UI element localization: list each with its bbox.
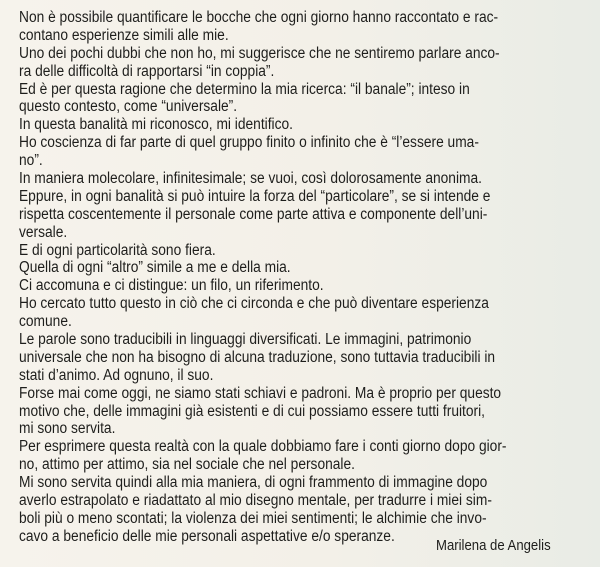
text-line: Le parole sono traducibili in linguaggi diversificati. Le immagini, patrimonio — [19, 331, 472, 349]
text-line: mi sono servita. — [19, 420, 116, 438]
text-line: cavo a beneficio delle mie personali aspettative e/o speranze. — [19, 527, 395, 545]
text-line: versale. — [19, 223, 68, 241]
text-line: Quella di ogni “altro” simile a me e della mia. — [19, 259, 291, 277]
text-line: Uno dei pochi dubbi che non ho, mi suggerisce che ne sentiremo parlare anco- — [19, 44, 500, 62]
author-signature: Marilena de Angelis — [436, 538, 551, 554]
text-line: Mi sono servita quindi alla mia maniera, di ogni frammento di immagine dopo — [19, 474, 488, 492]
text-line: contano esperienze simili alle mie. — [19, 26, 229, 44]
text-line: no”. — [19, 152, 43, 170]
text-line: Per esprimere questa realtà con la quale dobbiamo fare i conti giorno dopo gior- — [19, 438, 507, 456]
text-line: universale che non ha bisogno di alcuna traduzione, sono tuttavia traducibili in — [19, 348, 496, 366]
text-line: Eppure, in ogni banalità si può intuire la forza del “particolare”, se si intende e — [19, 187, 491, 205]
text-line: Ho coscienza di far parte di quel gruppo finito o infinito che è “l’essere uma- — [19, 134, 479, 152]
text-line: ra delle difficoltà di rapportarsi “in coppia”. — [19, 62, 275, 80]
text-line: motivo che, delle immagini già esistenti e di cui possiamo essere tutti fruitori, — [19, 402, 486, 420]
text-line: In questa banalità mi riconosco, mi identifico. — [19, 116, 293, 134]
text-line: averlo estrapolato e riadattato al mio disegno mentale, per tradurre i miei sim- — [19, 492, 492, 510]
text-line: questo contesto, come “universale”. — [19, 98, 238, 116]
body-text — [19, 9, 585, 546]
text-line: comune. — [19, 313, 72, 331]
text-line: Ci accomuna e ci distingue: un filo, un riferimento. — [19, 277, 324, 295]
text-line: stati d’animo. Ad ognuno, il suo. — [19, 366, 214, 384]
text-line: Non è possibile quantificare le bocche che ogni giorno hanno raccontato e rac- — [19, 9, 499, 26]
text-line: Ed è per questa ragione che determino la mia ricerca: “il banale”; inteso in — [19, 80, 470, 98]
text-line: rispetta coscentemente il personale come parte attiva e componente dell’uni- — [19, 205, 488, 223]
text-line: Forse mai come oggi, ne siamo stati schiavi e padroni. Ma è proprio per questo — [19, 384, 502, 402]
text-line: boli più o meno scontati; la violenza dei miei sentimenti; le alchimie che invo- — [19, 509, 487, 527]
text-line: no, attimo per attimo, sia nel sociale che nel personale. — [19, 456, 355, 474]
text-line: In maniera molecolare, infinitesimale; se vuoi, così dolorosamente anonima. — [19, 170, 482, 188]
text-line: E di ogni particolarità sono fiera. — [19, 241, 216, 259]
text-line: Ho cercato tutto questo in ciò che ci circonda e che può diventare esperienza — [19, 295, 489, 313]
